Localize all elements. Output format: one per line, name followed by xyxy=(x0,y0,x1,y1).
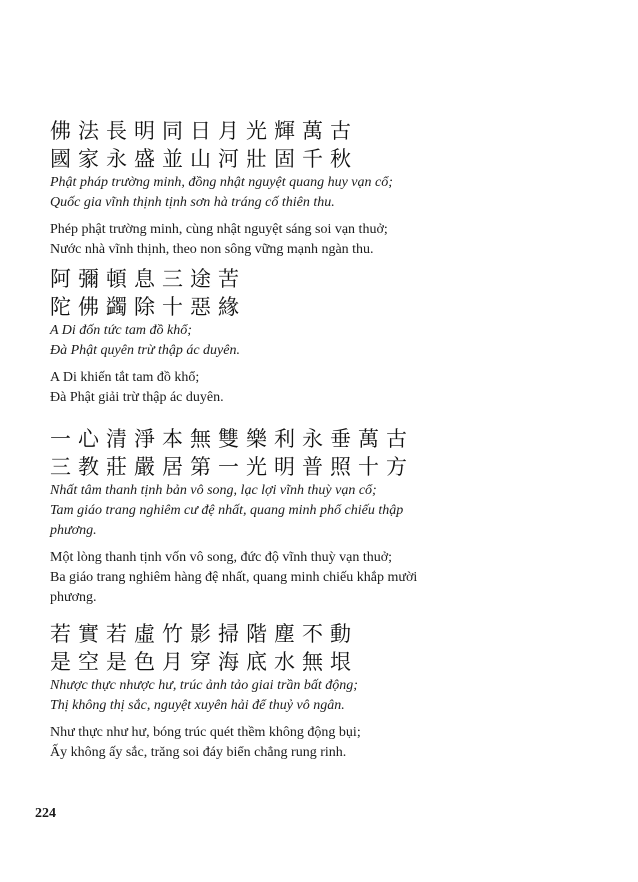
translation xyxy=(50,723,610,763)
transliteration xyxy=(50,173,610,213)
translit-line: Thị không thị sắc, nguyệt xuyên hải để thuỷ vô ngân. xyxy=(50,698,345,713)
transliteration xyxy=(50,321,610,361)
translation-line: Như thực như hư, bóng trúc quét thềm không động bụi; xyxy=(50,725,361,740)
translation-line: Một lòng thanh tịnh vốn vô song, đức độ vĩnh thuỳ vạn thuở; xyxy=(50,550,393,565)
translation-line: Ba giáo trang nghiêm hàng đệ nhất, quang minh chiếu khắp mười xyxy=(50,570,418,585)
transliteration xyxy=(50,481,610,541)
han-line: 國家永盛並山河壯固千秋 xyxy=(50,147,358,171)
translation-line: Đà Phật giải trừ thập ác duyên. xyxy=(50,390,224,405)
translit-line: phương. xyxy=(50,523,97,538)
translation xyxy=(50,368,610,408)
translit-line: A Di đốn tức tam đồ khổ; xyxy=(50,323,192,338)
han-line: 三教莊嚴居第一光明普照十方 xyxy=(50,455,414,479)
translation-line: Ấy không ấy sắc, trăng soi đáy biển chẳng rung rinh. xyxy=(50,745,347,760)
couplet-section-4 xyxy=(50,620,610,763)
han-verse xyxy=(50,425,610,481)
translation-line: Nước nhà vĩnh thịnh, theo non sông vững mạnh ngàn thu. xyxy=(50,242,374,257)
transliteration xyxy=(50,676,610,716)
han-line: 佛法長明同日月光輝萬古 xyxy=(50,119,358,143)
translit-line: Tam giáo trang nghiêm cư đệ nhất, quang minh phổ chiếu thập xyxy=(50,503,404,518)
han-line: 是空是色月穿海底水無垠 xyxy=(50,650,358,674)
translation xyxy=(50,220,610,260)
translit-line: Phật pháp trường minh, đồng nhật nguyệt quang huy vạn cổ; xyxy=(50,175,393,190)
han-line: 一心清淨本無雙樂利永垂萬古 xyxy=(50,427,414,451)
translit-line: Nhất tâm thanh tịnh bản vô song, lạc lợi vĩnh thuỳ vạn cổ; xyxy=(50,483,377,498)
han-verse xyxy=(50,620,610,676)
translation-line: Phép phật trường minh, cùng nhật nguyệt sáng soi vạn thuở; xyxy=(50,222,388,237)
translation-line: A Di khiến tắt tam đồ khổ; xyxy=(50,370,200,385)
han-line: 阿彌頓息三途苦 xyxy=(50,267,246,291)
page-number: 224 xyxy=(35,806,56,821)
han-line: 陀佛蠲除十惡緣 xyxy=(50,295,246,319)
couplet-section-2 xyxy=(50,265,610,408)
translation xyxy=(50,548,610,608)
translit-line: Đà Phật quyên trừ thập ác duyên. xyxy=(50,343,240,358)
translit-line: Nhược thực nhược hư, trúc ảnh tảo giai trần bất động; xyxy=(50,678,358,693)
han-line: 若實若虛竹影掃階塵不動 xyxy=(50,622,358,646)
couplet-section-3 xyxy=(50,425,610,608)
translit-line: Quốc gia vĩnh thịnh tịnh sơn hà tráng cố thiên thu. xyxy=(50,195,335,210)
translation-line: phương. xyxy=(50,590,97,605)
couplet-section-1 xyxy=(50,117,610,260)
han-verse xyxy=(50,117,610,173)
han-verse xyxy=(50,265,610,321)
